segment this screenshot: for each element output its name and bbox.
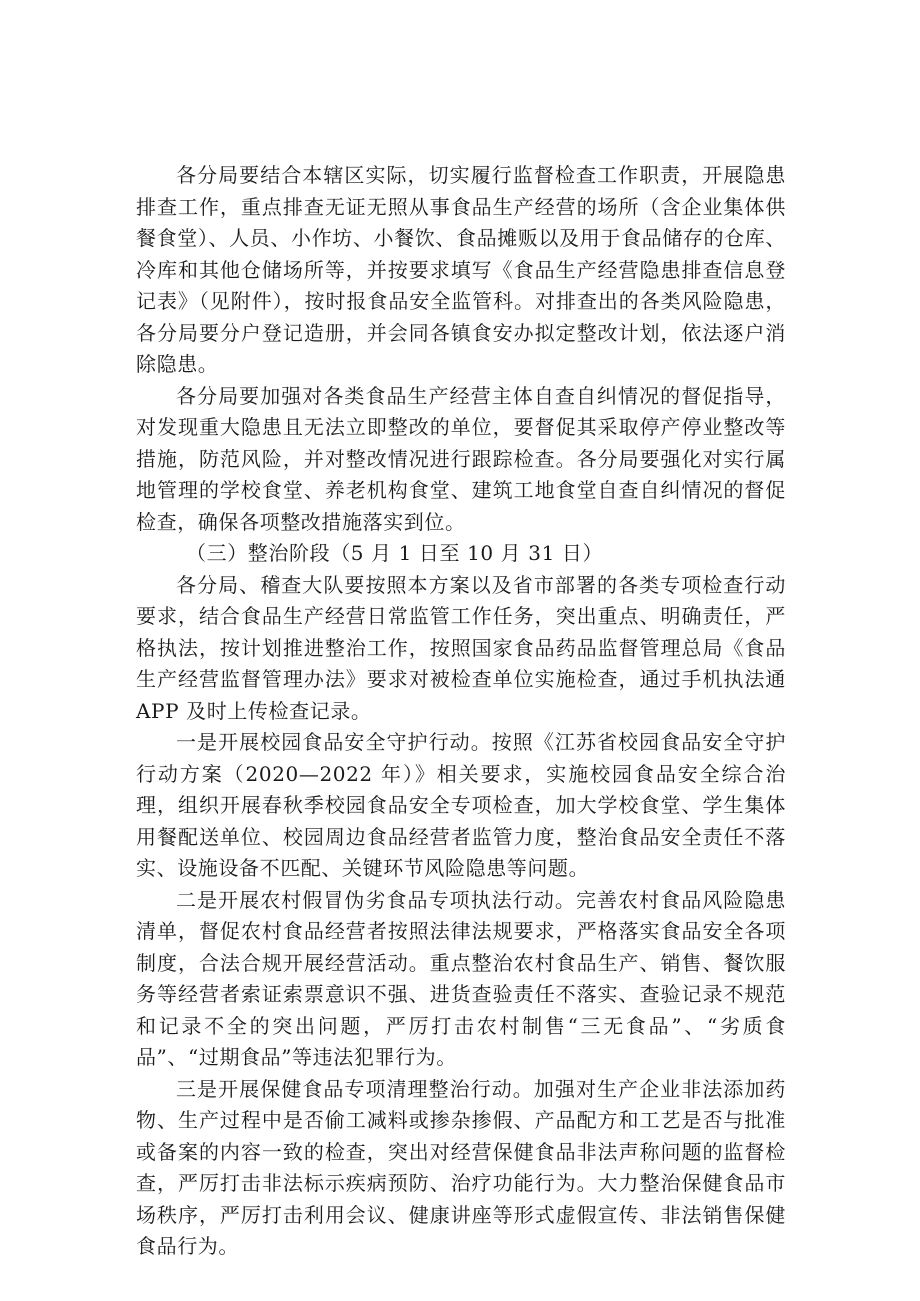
paragraph-supervision: 各分局要加强对各类食品生产经营主体自查自纠情况的督促指导，对发现重大隐患且无法立即整改的单位，要督促其采取停产停业整改等措施，防范风险，并对整改情况进行跟踪检查。各分局要强化对实行属地管理的学校食堂、养老机构食堂、建筑工地食堂自查自纠情况的督促检查，确保各项整改措施落实到位。 xyxy=(136,383,786,534)
paragraph-investigation: 各分局要结合本辖区实际，切实履行监督检查工作职责，开展隐患排查工作，重点排查无证无照从事食品生产经营的场所（含企业集体供餐食堂）、人员、小作坊、小餐饮、食品摊贩以及用于食品储存的仓库、冷库和其他仓储场所等，并按要求填写《食品生产经营隐患排查信息登记表》（见附件），按时报食品安全监管科。对排查出的各类风险隐患，各分局要分户登记造册，并会同各镇食安办拟定整改计划，依法逐户消除隐患。 xyxy=(136,163,786,376)
paragraph-health-food: 三是开展保健食品专项清理整治行动。加强对生产企业非法添加药物、生产过程中是否偷工减料或掺杂掺假、产品配方和工艺是否与批准或备案的内容一致的检查，突出对经营保健食品非法声称问题的监督检查，严厉打击非法标示疾病预防、治疗功能行为。大力整治保健食品市场秩序，严厉打击利用会议、健康讲座等形式虚假宣传、非法销售保健食品行为。 xyxy=(136,1076,786,1258)
paragraph-rectification-requirements: 各分局、稽查大队要按照本方案以及省市部署的各类专项检查行动要求，结合食品生产经营日常监管工作任务，突出重点、明确责任，严格执法，按计划推进整治工作，按照国家食品药品监督管理总局《食品生产经营监督管理办法》要求对被检查单位实施检查，通过手机执法通 APP 及时上传检查记录。 xyxy=(136,572,786,723)
paragraph-campus-food-safety: 一是开展校园食品安全守护行动。按照《江苏省校园食品安全守护行动方案（2020—2022 年）》相关要求，实施校园食品安全综合治理，组织开展春秋季校园食品安全专项检查，加大学校食堂、学生集体用餐配送单位、校园周边食品经营者监管力度，整治食品安全责任不落实、设施设备不匹配、关键环节风险隐患等问题。 xyxy=(136,730,786,880)
paragraph-rural-counterfeit-food: 二是开展农村假冒伪劣食品专项执法行动。完善农村食品风险隐患清单，督促农村食品经营者按照法律法规要求，严格落实食品安全各项制度，合法合规开展经营活动。重点整治农村食品生产、销售、餐饮服务等经营者索证索票意识不强、进货查验责任不落实、查验记录不规范和记录不全的突出问题，严厉打击农村制售“三无食品”、“劣质食品”、“过期食品”等违法犯罪行为。 xyxy=(136,887,786,1069)
section-heading-rectification: （三）整治阶段（5 月 1 日至 10 月 31 日） xyxy=(186,541,604,565)
document-body xyxy=(136,160,786,1263)
